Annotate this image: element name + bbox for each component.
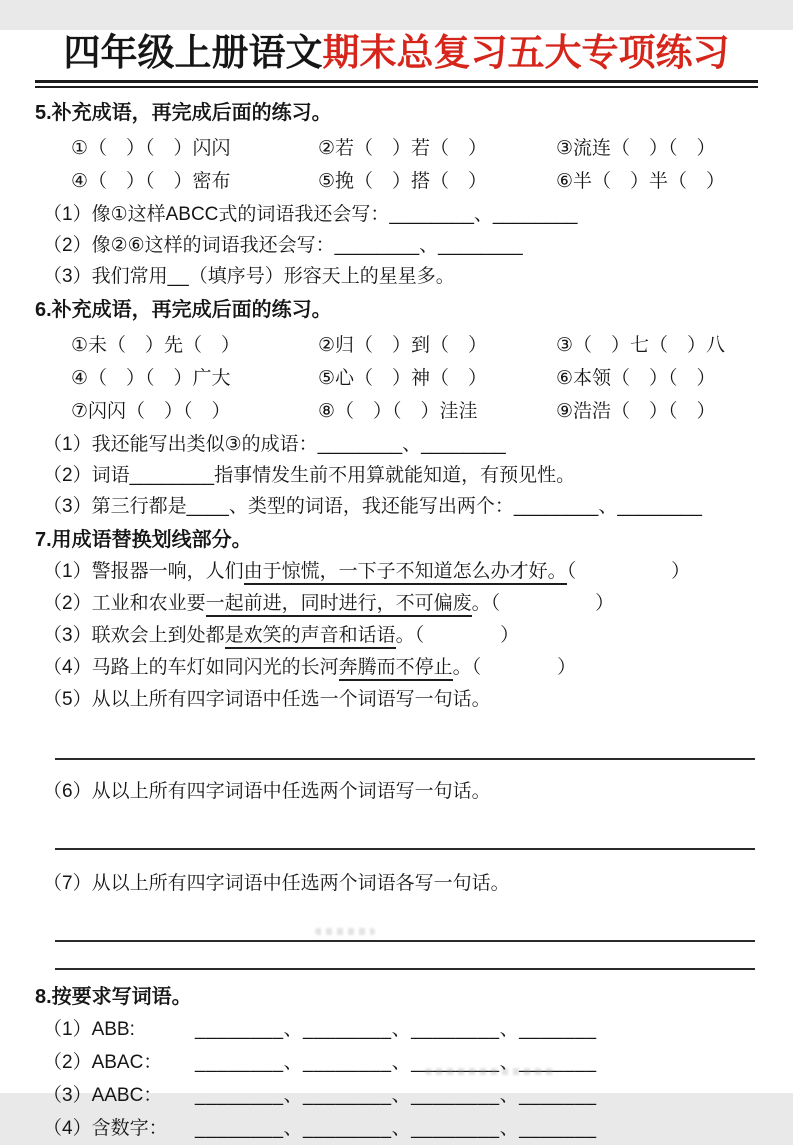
underlined-phrase: 奔腾而不停止 [339,657,453,681]
question-line: （2）词语________指事情发生前不用算就能知道，有预见性。 [43,465,576,486]
answer-line [55,848,755,850]
section5-grid [35,130,758,196]
idiom-fill-item: ⑤心（ ）神（ ） [318,368,488,389]
question-line: （6）从以上所有四字词语中任选两个词语写一句话。 [43,781,491,802]
section5-heading: 5.补充成语，再完成后面的练习。 [35,102,332,124]
pattern-blanks: ________、________、________、_______ [195,1118,597,1139]
question-text: （2）工业和农业要 [43,593,206,614]
question-text: （1）警报器一响，人们 [43,561,244,582]
question-text: （3）联欢会上到处都 [43,625,225,646]
pattern-blanks: ________、________、________、_______ [195,1019,597,1040]
answer-parens: 。（ ） [395,625,520,646]
page-title [35,30,758,76]
question-line: （7）从以上所有四字词语中任选两个词语各写一句话。 [43,873,510,894]
title-black: 四年级上册语文 [63,32,323,73]
idiom-fill-item: ⑤挽（ ）搭（ ） [318,171,488,192]
answer-parens: （ ） [566,561,691,582]
watermark-smudge [425,1068,555,1075]
word-pattern-row [43,1079,758,1112]
answer-line [55,758,755,760]
answer-parens: 。（ ） [452,657,577,678]
section5-grid-row-1 [71,130,758,163]
section6-grid [35,327,758,426]
idiom-fill-item: ①（ ）（ ）闪闪 [71,138,231,159]
section7-items [35,556,758,970]
idiom-fill-item: ⑧（ ）（ ）洼洼 [318,401,478,422]
watermark-smudge [315,928,375,935]
word-pattern-row [43,1013,758,1046]
question-line [43,620,758,652]
question-line: （2）像②⑥这样的词语我还会写：________、________ [43,235,523,256]
title-divider [35,80,758,88]
word-pattern-row [43,1112,758,1145]
title-red: 期末总复习五大专项练习 [322,32,730,73]
question-line [43,556,758,588]
answer-parens: 。（ ） [471,593,615,614]
question-line: （3）我们常用__（填序号）形容天上的星星多。 [43,266,455,287]
word-pattern-row [43,1046,758,1079]
answer-line [55,968,755,970]
question-line: （1）我还能写出类似③的成语：________、________ [43,434,506,455]
idiom-fill-item: ②若（ ）若（ ） [318,138,488,159]
idiom-fill-item: ③流连（ ）（ ） [556,138,716,159]
pattern-blanks: ________、________、________、_______ [195,1085,597,1106]
idiom-fill-item: ⑨浩浩（ ）（ ） [556,401,716,422]
pattern-label: （1）ABB: [43,1019,135,1040]
question-line: （3）第三行都是____、类型的词语，我还能写出两个：________、________ [43,496,702,517]
section8-rows [35,1013,758,1145]
question-line [43,652,758,684]
pattern-label: （2）ABAC： [43,1052,163,1073]
question-line [43,588,758,620]
idiom-fill-item: ⑦闪闪（ ）（ ） [71,401,231,422]
pattern-label: （3）AABC： [43,1085,163,1106]
section6-grid-row-1 [71,327,758,360]
idiom-fill-item: ⑥半（ ）半（ ） [556,171,726,192]
section6-grid-row-2 [71,360,758,393]
idiom-fill-item: ④（ ）（ ）广大 [71,368,231,389]
answer-line [55,940,755,942]
idiom-fill-item: ④（ ）（ ）密布 [71,171,231,192]
section5-grid-row-2 [71,163,758,196]
section5-questions [35,199,758,292]
question-line: （1）像①这样ABCC式的词语我还会写：________、________ [43,204,578,225]
underlined-phrase: 一起前进，同时进行，不可偏废 [206,593,472,617]
underlined-phrase: 由于惊慌，一下子不知道怎么办才好。 [244,561,567,585]
idiom-fill-item: ①未（ ）先（ ） [71,335,241,356]
section6-heading: 6.补充成语，再完成后面的练习。 [35,299,332,321]
underlined-phrase: 是欢笑的声音和话语 [225,625,396,649]
section8-heading: 8.按要求写词语。 [35,986,192,1008]
idiom-fill-item: ③（ ）七（ ）八 [556,335,726,356]
idiom-fill-item: ②归（ ）到（ ） [318,335,488,356]
pattern-label: （4）含数字： [43,1118,168,1139]
question-text: （4）马路上的车灯如同闪光的长河 [43,657,339,678]
section6-grid-row-3 [71,393,758,426]
worksheet-page [0,30,793,1139]
section6-questions [35,429,758,522]
section7-heading: 7.用成语替换划线部分。 [35,529,252,551]
question-line: （5）从以上所有四字词语中任选一个词语写一句话。 [43,689,491,710]
idiom-fill-item: ⑥本领（ ）（ ） [556,368,716,389]
pattern-blanks: ________、________、________、_______ [195,1052,597,1073]
